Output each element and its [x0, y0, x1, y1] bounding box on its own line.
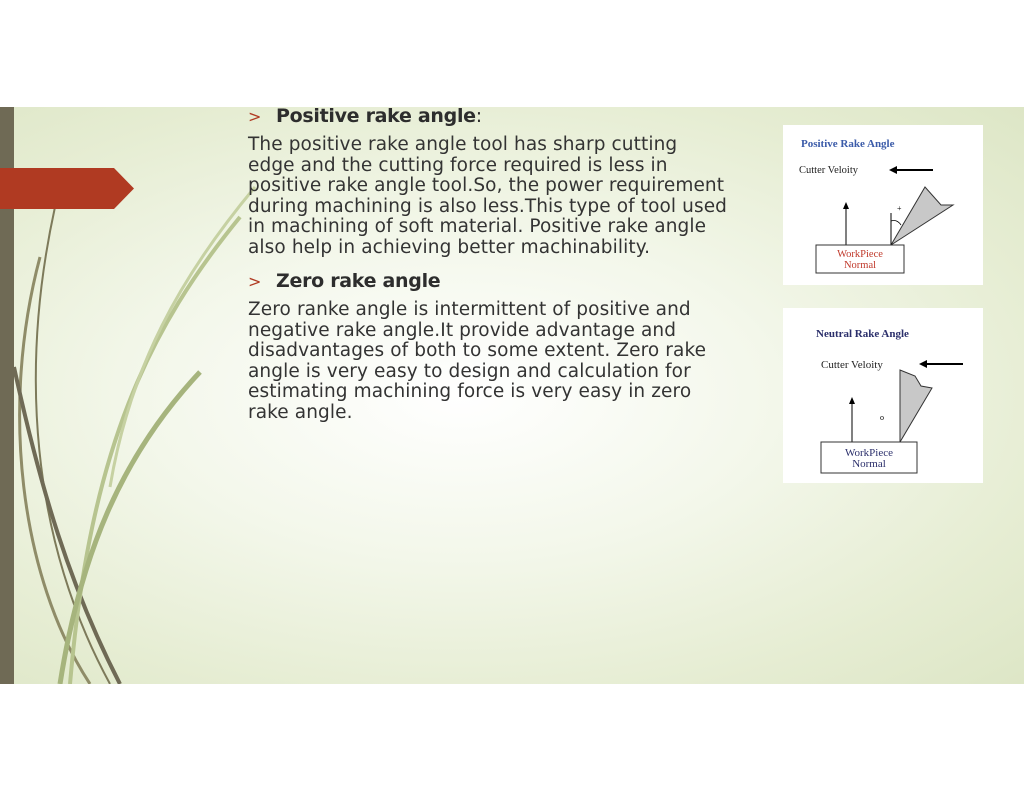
velocity-label: Cutter Veloity [821, 359, 883, 371]
positive-rake-figure [783, 125, 983, 285]
cutting-tool [900, 370, 932, 442]
angle-arc [891, 221, 901, 226]
angle-mark: o [880, 413, 884, 422]
section-heading-positive [248, 105, 728, 127]
bullet-marker: > [248, 106, 262, 126]
heading-text: Zero rake angle [276, 270, 441, 292]
normal-label: Normal [843, 260, 877, 271]
normal-arrow-head [843, 202, 849, 209]
workpiece-label: WorkPiece [845, 447, 893, 459]
paragraph-zero: Zero ranke angle is intermittent of positive and negative rake angle.It provide advantage and disadvantages of both to some extent. Zero rake angle is very easy to design and calculation for estimating machining force is very easy in zero rake angle. [248, 299, 707, 423]
accent-arrow-shape [0, 168, 134, 209]
heading-text: Positive rake angle [276, 105, 476, 127]
accent-arrow [0, 168, 134, 209]
cutting-tool [891, 187, 953, 245]
normal-label: Normal [852, 458, 886, 470]
velocity-arrow-head [919, 360, 927, 368]
normal-arrow-head [849, 397, 855, 404]
figure-title: Neutral Rake Angle [816, 328, 909, 340]
section-heading-zero [248, 270, 728, 292]
velocity-arrow-head [889, 166, 897, 174]
neutral-rake-figure [783, 308, 983, 483]
workpiece-label: WorkPiece [837, 249, 883, 260]
angle-mark: + [897, 204, 902, 213]
bullet-marker: > [248, 271, 262, 291]
figure-title: Positive Rake Angle [801, 138, 895, 150]
paragraph-positive: The positive rake angle tool has sharp cutting edge and the cutting force required is less in positive rake angle tool.So, the power requirement during machining is also less.This type of tool used in machining of soft material. Positive rake angle also help in achieving better machinability. [248, 134, 728, 258]
heading-suffix: : [475, 105, 483, 127]
content-area [248, 105, 728, 435]
velocity-label: Cutter Veloity [799, 165, 859, 176]
